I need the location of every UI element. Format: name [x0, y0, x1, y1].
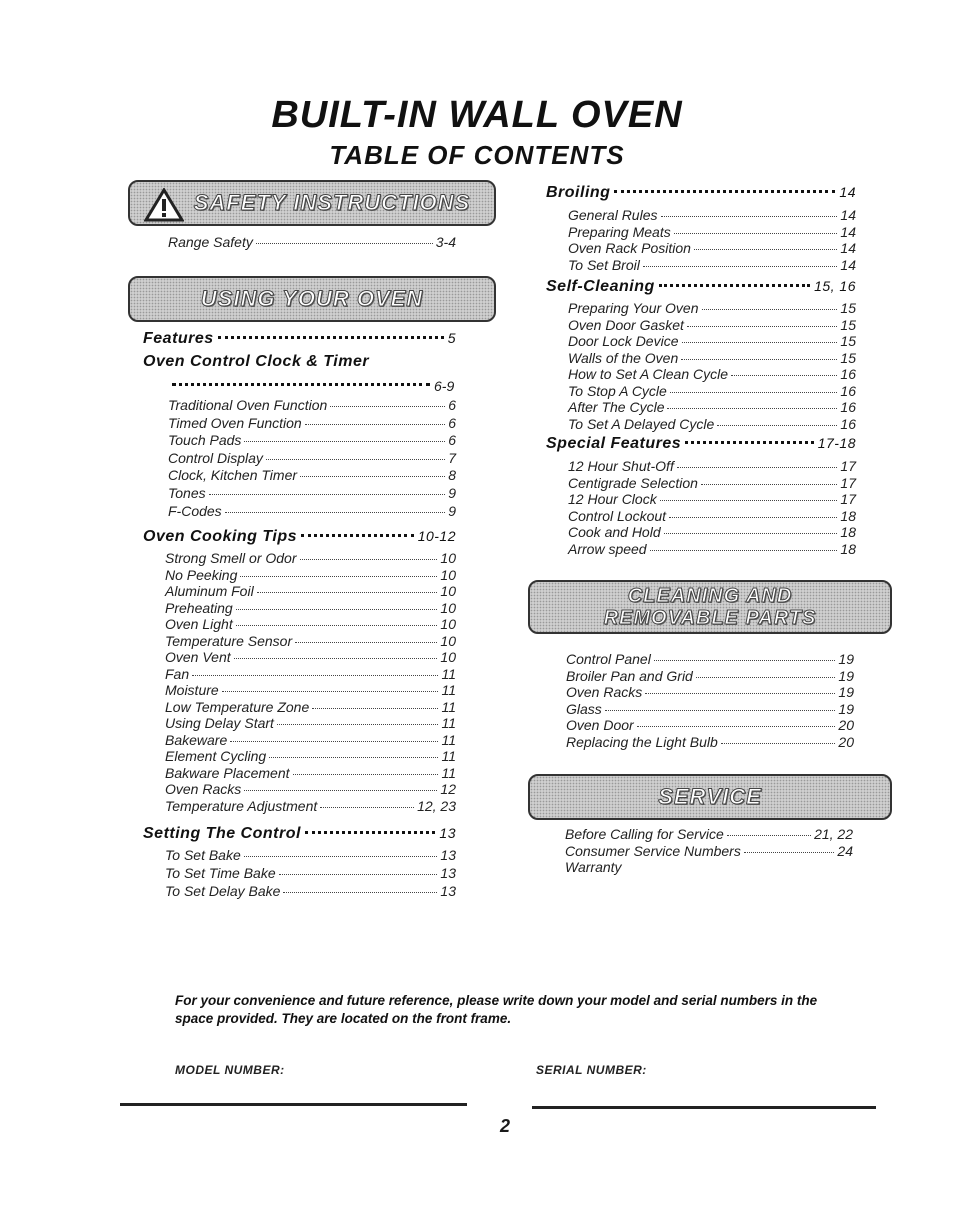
toc-entry-page: 15 — [840, 333, 856, 349]
toc-entry-page: 10 — [440, 583, 456, 599]
toc-entry-label: To Stop A Cycle — [568, 382, 667, 399]
toc-entry-label: 12 Hour Clock — [568, 491, 657, 507]
toc-entry-label: Oven Door — [566, 717, 634, 733]
cleaning-banner-line-2: REMOVABLE PARTS — [603, 607, 817, 629]
toc-entry[interactable] — [568, 350, 856, 366]
toc-entry-label: Aluminum Foil — [165, 583, 254, 599]
toc-entry[interactable] — [168, 485, 456, 501]
section-page: 14 — [839, 184, 856, 200]
toc-entry-label: Oven Racks — [566, 684, 643, 700]
toc-entry-label: To Set A Delayed Cycle — [568, 415, 715, 432]
toc-section-clock[interactable] — [143, 353, 456, 371]
toc-entry[interactable] — [165, 583, 456, 599]
warning-icon — [144, 188, 184, 222]
section-label: Setting The Control — [143, 825, 301, 842]
toc-entry-page: 16 — [840, 366, 856, 382]
toc-entry[interactable] — [568, 475, 856, 491]
toc-entry-label: Control Lockout — [568, 507, 667, 524]
toc-entry-label: Element Cycling — [165, 748, 267, 764]
model-number-label: MODEL NUMBER: — [175, 1063, 285, 1077]
toc-entry-page: 16 — [840, 399, 856, 415]
toc-entry-label: Consumer Service Numbers — [565, 842, 741, 859]
toc-entry[interactable] — [165, 616, 456, 632]
section-label: Features — [143, 330, 214, 347]
toc-entry-label: Fan — [165, 665, 190, 682]
toc-entry-page: 9 — [448, 502, 456, 519]
toc-entry-page: 14 — [840, 207, 856, 223]
toc-entry-label: Range Safety — [168, 234, 253, 250]
toc-entry-label: Oven Vent — [165, 649, 231, 665]
toc-entry-label: Door Lock Device — [568, 333, 679, 349]
toc-entry[interactable] — [168, 397, 456, 413]
section-page: 17-18 — [817, 435, 856, 451]
toc-entry[interactable] — [566, 651, 854, 667]
toc-entry-page: 10 — [440, 599, 456, 616]
toc-entry[interactable] — [165, 649, 456, 665]
toc-entry[interactable] — [165, 600, 456, 616]
toc-entry[interactable] — [568, 240, 856, 256]
toc-entry[interactable] — [165, 550, 456, 566]
serial-number-note: For your convenience and future reference, please write down your model and serial numbers in the space provided. They are located on the front frame. — [175, 993, 818, 1026]
toc-entry-label: Touch Pads — [168, 432, 242, 449]
section-label: Self-Cleaning — [546, 278, 655, 295]
using-your-oven-banner — [128, 276, 496, 322]
serial-number-label: SERIAL NUMBER: — [536, 1063, 647, 1077]
toc-entry-label: Oven Light — [165, 616, 233, 632]
toc-entry-page: 11 — [441, 682, 456, 698]
cleaning-removable-parts-banner — [528, 580, 892, 634]
toc-entry-page: 11 — [441, 698, 456, 715]
cleaning-banner-line-1: CLEANING AND — [627, 585, 793, 607]
toc-entry-label: Glass — [566, 700, 602, 717]
toc-entry[interactable] — [568, 508, 856, 524]
toc-entry-label: Moisture — [165, 682, 219, 698]
section-dot-leader — [172, 383, 430, 386]
toc-entry-label: To Set Delay Bake — [165, 883, 281, 899]
toc-entry-label: General Rules — [568, 207, 658, 223]
toc-entry-page: 10 — [440, 649, 456, 665]
toc-entry-label: Temperature Adjustment — [165, 797, 318, 814]
toc-section-features[interactable] — [143, 329, 456, 348]
toc-section-self-cleaning[interactable] — [546, 277, 856, 296]
toc-entry[interactable] — [568, 541, 856, 557]
toc-entry-label: 12 Hour Shut-Off — [568, 458, 674, 474]
toc-entry-page: 15 — [840, 316, 856, 333]
toc-entry-page: 11 — [441, 731, 456, 748]
toc-entry[interactable] — [566, 734, 854, 750]
toc-entry-label: Preparing Your Oven — [568, 300, 699, 316]
toc-entry-label: Oven Racks — [165, 781, 242, 797]
service-banner-text: SERVICE — [658, 784, 762, 809]
toc-entry-label: Temperature Sensor — [165, 632, 293, 649]
toc-entry[interactable] — [568, 333, 856, 349]
toc-entry-page: 14 — [840, 240, 856, 256]
toc-entry-page: 6 — [448, 432, 456, 449]
toc-entry-label: Control Panel — [566, 651, 651, 667]
toc-entry-page: 13 — [440, 883, 456, 899]
toc-entry-label: Centigrade Selection — [568, 474, 698, 491]
toc-entry-page: 7 — [448, 449, 456, 466]
toc-entry-label: Preheating — [165, 599, 233, 616]
toc-entry[interactable] — [165, 682, 456, 698]
toc-entry[interactable] — [566, 717, 854, 733]
toc-entry-page: 12 — [440, 781, 456, 797]
service-banner — [528, 774, 892, 820]
toc-entry-page: 24 — [837, 842, 853, 859]
toc-entry-label: Clock, Kitchen Timer — [168, 467, 298, 484]
toc-entry-label: Timed Oven Function — [168, 414, 302, 431]
toc-entry-label: Before Calling for Service — [565, 826, 724, 842]
toc-entry-page: 16 — [840, 382, 856, 399]
toc-entry[interactable] — [168, 467, 456, 483]
toc-entry-label: Replacing the Light Bulb — [566, 733, 718, 750]
toc-entry-label: Strong Smell or Odor — [165, 550, 297, 566]
section-label: Special Features — [546, 435, 682, 452]
toc-entry-page: 16 — [840, 415, 856, 432]
toc-entry-label: Tones — [168, 485, 206, 501]
safety-banner-text: SAFETY INSTRUCTIONS — [193, 190, 471, 215]
toc-entry[interactable] — [168, 415, 456, 431]
toc-entry[interactable] — [565, 843, 853, 859]
toc-entry[interactable] — [568, 491, 856, 507]
toc-entry-page: 11 — [441, 764, 456, 781]
toc-entry[interactable] — [568, 257, 856, 273]
toc-entry-label: Broiler Pan and Grid — [566, 667, 693, 684]
toc-entry-label: Arrow speed — [568, 540, 647, 557]
toc-entry[interactable] — [566, 684, 854, 700]
toc-entry-label: F-Codes — [168, 502, 222, 519]
toc-entry[interactable] — [568, 383, 856, 399]
toc-entry[interactable] — [568, 416, 856, 432]
toc-entry-page: 19 — [838, 667, 854, 684]
toc-entry-label: Warranty — [565, 859, 622, 875]
toc-entry-page: 15 — [840, 300, 856, 316]
toc-entry-page: 15 — [840, 349, 856, 366]
toc-entry-page: 9 — [448, 485, 456, 501]
safety-instructions-banner — [128, 180, 496, 226]
toc-entry-label: Walls of the Oven — [568, 349, 679, 366]
toc-entry-label: Cook and Hold — [568, 524, 661, 540]
toc-entry[interactable] — [165, 781, 456, 797]
toc-entry-page: 6 — [448, 414, 456, 431]
section-page: 6-9 — [434, 378, 455, 394]
toc-entry-label: Oven Door Gasket — [568, 316, 684, 333]
toc-entry-page: 19 — [838, 651, 854, 667]
toc-entry[interactable] — [568, 207, 856, 223]
toc-entry-label: How to Set A Clean Cycle — [568, 366, 729, 382]
toc-entry-page: 17 — [840, 474, 856, 491]
toc-entry-label: To Set Broil — [568, 256, 640, 273]
toc-entry-page: 19 — [838, 684, 854, 700]
toc-entry[interactable] — [568, 300, 856, 316]
toc-entry-page: 10 — [440, 632, 456, 649]
toc-entry[interactable] — [168, 503, 456, 519]
section-label: Broiling — [546, 184, 611, 201]
toc-entry[interactable] — [168, 234, 456, 250]
toc-entry-label: To Set Bake — [165, 847, 241, 863]
toc-entry-page: 11 — [441, 748, 456, 764]
toc-entry[interactable] — [568, 524, 856, 540]
section-label: Oven Control Clock & Timer — [143, 353, 370, 370]
toc-entry-page: 11 — [441, 665, 456, 682]
toc-section-setting-control[interactable] — [143, 824, 456, 843]
toc-entry-page: 6 — [448, 397, 456, 413]
toc-entry-page: 10 — [440, 616, 456, 632]
toc-entry-label: Bakeware — [165, 731, 228, 748]
toc-entry-page: 14 — [840, 223, 856, 240]
toc-entry[interactable] — [165, 798, 456, 814]
toc-entry-page: 13 — [440, 865, 456, 881]
toc-entry-page: 13 — [440, 847, 456, 863]
serial-number-line[interactable] — [532, 1106, 876, 1109]
toc-entry-label: After The Cycle — [568, 399, 665, 415]
toc-entry-label: Low Temperature Zone — [165, 698, 310, 715]
page-subtitle: TABLE OF CONTENTS — [329, 140, 625, 170]
toc-entry[interactable] — [168, 432, 456, 448]
toc-entry[interactable] — [565, 826, 853, 842]
toc-entry[interactable] — [165, 715, 456, 731]
toc-entry[interactable] — [568, 458, 856, 474]
toc-entry[interactable] — [568, 224, 856, 240]
toc-entry[interactable] — [568, 366, 856, 382]
toc-entry-page: 12, 23 — [417, 797, 456, 814]
toc-entry-page: 20 — [838, 733, 854, 750]
toc-entry[interactable] — [565, 859, 853, 875]
toc-entry[interactable] — [165, 567, 456, 583]
toc-entry-label: Oven Rack Position — [568, 240, 691, 256]
toc-section-broiling[interactable] — [546, 183, 856, 202]
toc-section-cooking-tips[interactable] — [143, 527, 456, 546]
section-page: 10-12 — [417, 528, 456, 544]
toc-entry-page: 18 — [840, 507, 856, 524]
toc-entry-page: 17 — [840, 491, 856, 507]
toc-entry-label: Traditional Oven Function — [168, 397, 328, 413]
section-page: 5 — [447, 330, 456, 346]
toc-entry[interactable] — [165, 732, 456, 748]
toc-entry-page: 18 — [840, 524, 856, 540]
page-number: 2 — [500, 1116, 511, 1136]
toc-entry-page: 21, 22 — [814, 826, 853, 842]
toc-entry-page: 19 — [838, 700, 854, 717]
toc-entry[interactable] — [568, 317, 856, 333]
toc-entry-label: To Set Time Bake — [165, 865, 276, 881]
toc-entry-label: Using Delay Start — [165, 715, 274, 731]
toc-entry-page: 11 — [441, 715, 456, 731]
toc-entry[interactable] — [165, 883, 456, 899]
toc-entry[interactable] — [165, 865, 456, 881]
toc-entry-label: Preparing Meats — [568, 223, 671, 240]
toc-entry-page: 17 — [840, 458, 856, 474]
toc-entry-page: 20 — [838, 717, 854, 733]
toc-entry[interactable] — [566, 701, 854, 717]
toc-entry[interactable] — [165, 666, 456, 682]
toc-entry-page: 18 — [840, 540, 856, 557]
toc-entry-label: Control Display — [168, 449, 263, 466]
toc-entry[interactable] — [165, 765, 456, 781]
toc-entry-label: Bakware Placement — [165, 764, 290, 781]
toc-entry[interactable] — [165, 847, 456, 863]
toc-entry[interactable] — [568, 399, 856, 415]
toc-entry-label: No Peeking — [165, 566, 238, 583]
toc-entry-page: 14 — [840, 256, 856, 273]
toc-entry-page: 3-4 — [435, 234, 456, 250]
toc-section-special-features[interactable] — [546, 434, 856, 453]
section-page: 15, 16 — [814, 278, 856, 294]
section-page: 13 — [439, 825, 456, 841]
section-label: Oven Cooking Tips — [143, 528, 297, 545]
toc-entry-page: 8 — [448, 467, 456, 484]
page-title: BUILT-IN WALL OVEN — [271, 94, 683, 136]
toc-entry[interactable] — [566, 668, 854, 684]
toc-entry[interactable] — [165, 633, 456, 649]
toc-entry[interactable] — [165, 748, 456, 764]
toc-entry-page: 10 — [440, 550, 456, 566]
using-banner-text: USING YOUR OVEN — [200, 286, 424, 311]
toc-entry-page: 10 — [440, 566, 456, 583]
toc-entry[interactable] — [168, 450, 456, 466]
toc-entry[interactable] — [165, 699, 456, 715]
model-number-line[interactable] — [120, 1103, 467, 1106]
